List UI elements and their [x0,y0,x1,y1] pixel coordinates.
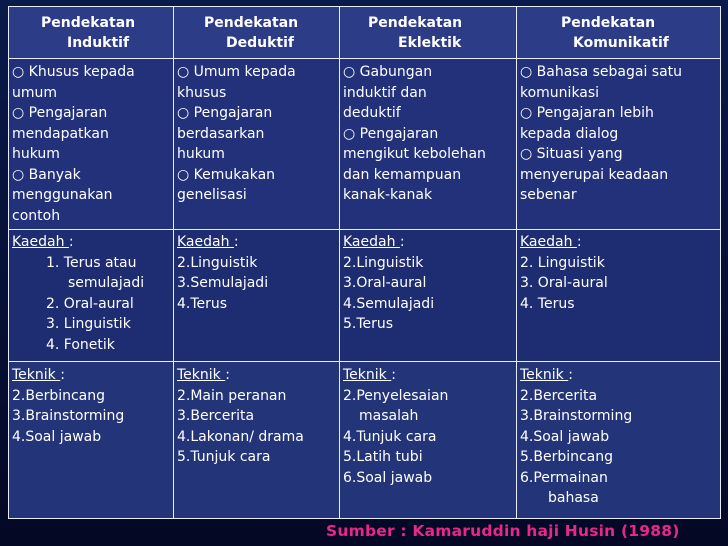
header-line: Pendekatan [41,14,136,31]
header-line: Pendekatan [204,14,299,31]
teknik-colon: : [568,367,573,383]
cell-line: deduktif [343,105,401,121]
teknik-heading [343,365,514,386]
cell-line: ○ Bahasa sebagai satu [520,64,683,80]
teknik-label: Teknik [520,367,569,383]
kaedah-colon: : [68,234,74,250]
cell-line: 2.Linguistik [177,254,258,271]
teknik-label: Teknik [343,367,392,383]
cell-line: ○ Pengajaran [12,105,108,121]
cell-line: menyerupai keadaan [520,166,669,183]
kaedah-label: Kaedah [12,234,69,250]
cell-line: 3. Oral-aural [520,275,608,291]
cell-line: 4.Semulajadi [343,295,435,312]
approach-comparison-table [8,6,721,519]
teknik-heading [520,365,718,386]
kaedah-heading [520,232,718,253]
cell-line: induktif dan [343,84,427,101]
cell-line: hukum [177,146,225,162]
cell-line: mendapatkan [12,125,109,142]
teknik-cell [517,362,721,519]
cell-line: sebenar [520,187,577,203]
characteristics-row [9,59,721,230]
cell-line: 4.Soal jawab [12,428,102,445]
header-line: Deduktif [226,34,294,51]
header-line: Pendekatan [561,14,656,31]
source-citation: Sumber : Kamaruddin haji Husin (1988) [326,522,680,540]
cell-line: 2. Oral-aural [46,295,134,312]
cell-line: ○ Kemukakan [177,166,276,183]
header-deduktif [174,7,340,59]
header-line: Pendekatan [368,14,463,31]
cell-line: mengikut kebolehan [343,146,486,162]
teknik-label: Teknik [12,367,61,383]
kaedah-cell [340,230,517,362]
cell-line: 2.Berbincang [12,387,106,404]
kaedah-colon: : [576,234,582,250]
kaedah-colon: : [233,234,239,250]
cell-line: 3. Linguistik [46,316,131,332]
cell-line: 3.Oral-aural [343,275,427,291]
teknik-heading [12,365,171,386]
cell-line: 6.Permainan [520,469,608,486]
cell-line: 1. Terus atau [46,254,137,271]
cell-line: 2.Bercerita [520,387,598,404]
cell-line: contoh [12,207,61,224]
kaedah-label: Kaedah [177,234,234,250]
cell-line: ○ Pengajaran [343,125,439,142]
cell-line: 4.Soal jawab [520,428,610,445]
header-line: Komunikatif [573,34,669,51]
cell-line: 3.Bercerita [177,408,255,424]
cell-line: 4. Fonetik [46,336,115,353]
cell-line: 3.Semulajadi [177,275,269,291]
cell-line: kanak-kanak [343,187,433,203]
kaedah-heading [343,232,514,253]
cell-line: komunikasi [520,84,600,101]
cell-line: 3.Brainstorming [520,408,633,424]
kaedah-row [9,230,721,362]
header-line: Eklektik [398,34,462,51]
cell-line: ○ Banyak [12,166,81,183]
header-komunikatif [517,7,721,59]
characteristics-cell [9,59,174,230]
teknik-label: Teknik [177,367,226,383]
teknik-colon: : [391,367,396,383]
header-induktif [9,7,174,59]
cell-line: 2. Linguistik [520,254,605,271]
cell-line: umum [12,84,58,101]
kaedah-label: Kaedah [520,234,577,250]
cell-line: 5.Berbincang [520,449,614,465]
kaedah-label: Kaedah [343,234,400,250]
cell-line: 2.Penyelesaian [343,387,449,404]
cell-line: hukum [12,146,60,162]
cell-line: 6.Soal jawab [343,469,433,486]
cell-line: 3.Brainstorming [12,408,125,424]
cell-line: ○ Umum kepada [177,64,296,80]
cell-line: ○ Gabungan [343,64,433,80]
cell-line: 4.Terus [177,295,228,312]
cell-line: 5.Terus [343,316,394,332]
cell-line: 2.Main peranan [177,387,287,404]
teknik-cell [340,362,517,519]
cell-line: genelisasi [177,187,247,203]
cell-line: 5.Latih tubi [343,449,423,465]
cell-line: 4.Lakonan/ drama [177,428,304,445]
cell-line: 5.Tunjuk cara [177,449,271,465]
cell-line: menggunakan [12,187,113,203]
kaedah-colon: : [399,234,405,250]
kaedah-heading [12,232,171,253]
cell-line: berdasarkan [177,125,265,142]
cell-line: dan kemampuan [343,166,462,183]
kaedah-cell [174,230,340,362]
characteristics-cell [517,59,721,230]
kaedah-cell [9,230,174,362]
cell-line: masalah [359,408,419,424]
teknik-colon: : [60,367,65,383]
cell-line: 4.Tunjuk cara [343,428,437,445]
header-line: Induktif [67,34,130,51]
characteristics-cell [340,59,517,230]
teknik-heading [177,365,337,386]
header-eklektik [340,7,517,59]
teknik-cell [174,362,340,519]
header-row [9,7,721,59]
teknik-cell [9,362,174,519]
cell-line: ○ Pengajaran [177,105,273,121]
cell-line: ○ Khusus kepada [12,64,135,80]
teknik-row [9,362,721,519]
cell-line: ○ Situasi yang [520,146,623,162]
cell-line: 4. Terus [520,295,575,312]
cell-line: khusus [177,84,227,101]
cell-line: 2.Linguistik [343,254,424,271]
cell-line: ○ Pengajaran lebih [520,105,654,121]
cell-line: semulajadi [68,275,145,291]
kaedah-heading [177,232,337,253]
cell-line: bahasa [548,490,599,506]
characteristics-cell [174,59,340,230]
teknik-colon: : [225,367,230,383]
cell-line: kepada dialog [520,125,619,142]
kaedah-cell [517,230,721,362]
